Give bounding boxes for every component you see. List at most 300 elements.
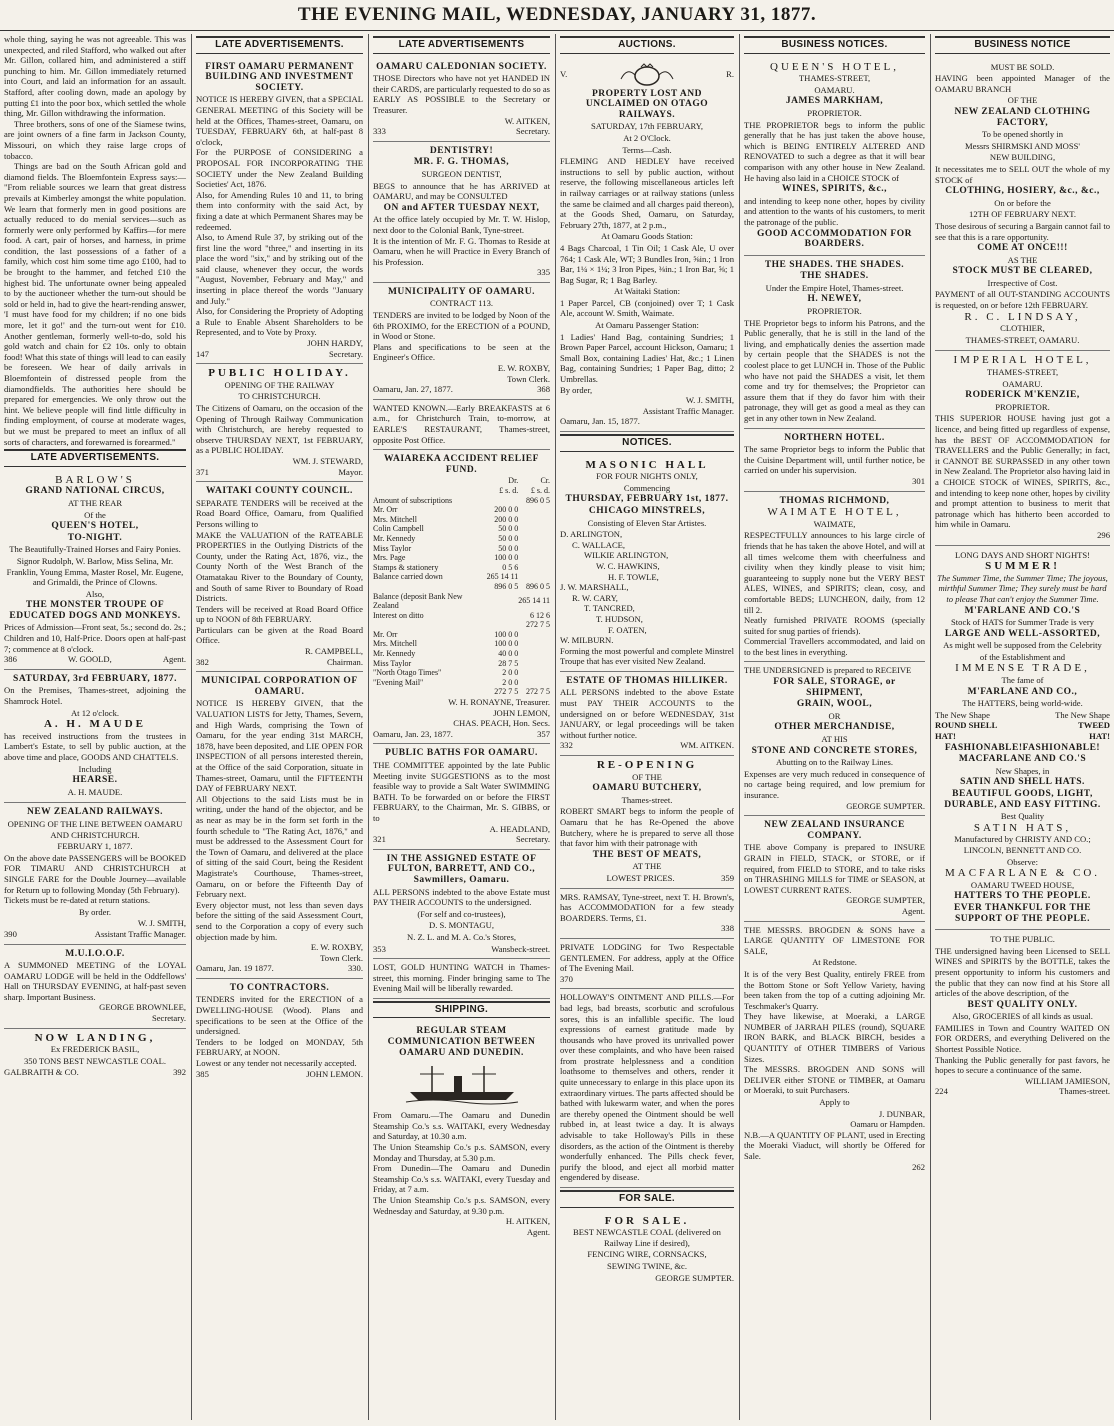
ad-title: SUMMER! <box>985 560 1060 573</box>
lost-watch-ad <box>373 959 550 999</box>
ad-text: The Union Steamship Co.'s p.s. SAMSON, every Wednesday and Saturday, at 9.30 p.m. <box>373 1195 550 1216</box>
ad-text: ALL PERSONS indebted to the above Estate must PAY THEIR ACCOUNTS to the undersigned on or before WEDNESDAY, 31st JANUARY, or legal proceedings will be taken without further notice. <box>560 687 734 740</box>
ad-signature: GEORGE SUMPTER. <box>655 1272 734 1283</box>
estate-ad <box>373 850 550 959</box>
ad-text: The Union Steamship Co.'s p.s. SAMSON, every Monday and Thursday, at 5.30 p.m. <box>373 1142 550 1163</box>
artist-name: W. C. HAWKINS, <box>596 560 660 571</box>
ad-text: It is the intention of Mr. F. G. Thomas to Reside at Oamaru, when he will Practice in Every Branch of his Profession. <box>373 235 550 267</box>
ad-line: 12TH OF FEBRUARY NEXT. <box>969 209 1076 220</box>
ad-line: THURSDAY, FEBRUARY 1st, 1877. <box>565 494 729 505</box>
ad-number: 359 <box>721 872 734 883</box>
ad-signature: JOHN LEMON, <box>493 707 550 718</box>
fund-dr-cell <box>487 496 519 506</box>
ad-line: HEARSE. <box>72 775 118 786</box>
ad-title: FIRST OAMARU PERMANENT BUILDING AND INVESTMENT SOCIETY. <box>205 61 354 93</box>
artist-name: H. F. TOWLE, <box>608 571 659 582</box>
section-header: LATE ADVERTISEMENTS. <box>4 449 186 467</box>
fund-dr-cell: 28 7 5 <box>498 658 519 668</box>
ad-line: As might well be supposed from the Celebrity <box>943 640 1102 651</box>
ad-title: SATURDAY, 3rd FEBRUARY, 1877. <box>13 673 177 684</box>
fund-label-cell: Interest on ditto <box>373 610 424 620</box>
ad-line: TO-NIGHT. <box>67 532 123 543</box>
ad-line: OPENING OF THE LINE BETWEEN OAMARU AND CHRISTCHURCH. <box>7 818 183 840</box>
ad-line: Including <box>78 763 112 774</box>
artist-list <box>560 529 734 646</box>
ad-signature: R. C. LINDSAY, <box>964 310 1081 323</box>
ad-line: H. NEWEY, <box>807 294 862 305</box>
ad-line: SEWING TWINE, &c. <box>606 1260 688 1271</box>
hats-ad <box>935 546 1110 931</box>
fund-row <box>373 630 550 640</box>
fund-cr-cell <box>518 572 550 582</box>
ad-line: At 2 O'Clock. <box>623 132 671 143</box>
ad-text: Tenders to be lodged on MONDAY, 5th FEBRUARY, at NOON. <box>196 1036 363 1058</box>
ad-line: QUEEN'S HOTEL, <box>51 521 139 532</box>
ad-text: THE undersigned having been Licensed to SELL WINES and SPIRITS by the BOTTLE, takes the present opportunity to inform his customers and the public that they can now find at his Store all articles of the above description, of the <box>935 945 1110 999</box>
ad-signature: W. GOOLD, <box>67 654 112 665</box>
ad-line: HATTERS TO THE PEOPLE. <box>954 891 1091 902</box>
fund-cr-cell: 6 12 6 <box>530 610 550 620</box>
ad-signature: GALBRAITH & CO. <box>4 1067 79 1078</box>
railway-ad <box>4 803 186 944</box>
ad-line: STOCK MUST BE CLEARED, <box>952 266 1093 277</box>
fund-cr-cell <box>518 563 550 573</box>
ad-line: MACFARLANE AND CO.'S <box>958 754 1087 765</box>
insurance-ad <box>744 816 925 921</box>
ad-title: TO THE PUBLIC. <box>990 934 1055 945</box>
fund-row <box>373 678 550 688</box>
ad-number: 321 <box>373 834 386 845</box>
ad-line: Oamaru or Hampden. <box>850 1119 925 1130</box>
ad-text: N.B.—A QUANTITY OF PLANT, used in Erecting the Moeraki Viaduct, will shortly be Offered for Sale. <box>744 1129 925 1161</box>
ad-text: It is of the very Best Quality, entirely FREE from the Bottom Stone or Soft Yellow Variety, having been taken from the top of a cutting adjoining Mr. Teschmaker's Quarry. <box>744 968 925 1011</box>
section-header: LATE ADVERTISEMENTS. <box>196 36 363 54</box>
ad-line: Also, <box>85 588 105 599</box>
artist-name: R. W. CARY, <box>572 592 618 603</box>
ad-line: IMMENSE TRADE, <box>955 662 1090 675</box>
ad-line: GRAIN, WOOL, <box>796 699 873 710</box>
waimate-hotel-ad <box>744 492 925 663</box>
section-header: AUCTIONS. <box>560 36 734 54</box>
ad-line: Also, GROCERIES of all kinds as usual. <box>952 1011 1093 1022</box>
ad-line: AS THE <box>1007 254 1038 265</box>
ad-line: CONTRACT 113. <box>429 298 494 309</box>
baths-ad <box>373 744 550 849</box>
fund-cr-cell <box>518 678 550 688</box>
ad-line: ON and AFTER TUESDAY NEXT, <box>383 202 540 213</box>
ad-text: Tickets must be re-dated at return stations. <box>4 895 150 906</box>
fund-cr-cell <box>518 649 550 659</box>
ad-title: OAMARU CALEDONIAN SOCIETY. <box>376 61 547 72</box>
ad-line: EVER THANKFUL FOR THE SUPPORT OF THE PEOPLE. <box>953 902 1092 924</box>
ad-line: N. Z. L. and M. A. Co.'s Stores, <box>407 931 516 942</box>
ad-text: Particulars can be given at the Road Board Office. <box>196 624 363 646</box>
ad-line: M'FARLANE AND CO., <box>967 686 1078 697</box>
pound-tender-ad <box>373 283 550 400</box>
ad-role: PROPRIETOR. <box>807 107 862 118</box>
section-header: FOR SALE. <box>560 1190 734 1208</box>
fund-cr-cell <box>518 534 550 544</box>
ad-line: THAMES-STREET, <box>798 73 871 84</box>
ad-text: Also, to Amend Rule 37, by striking out of the first line the word "three," and inserting in its place the word "six," and by striking out of the said clause, whenever they occur, the words "August, November, February and May," and inserting in place thereof the words "January and July." <box>196 232 363 306</box>
fund-row <box>373 687 550 697</box>
ad-title: IMPERIAL HOTEL, <box>953 354 1092 367</box>
ad-verse: The Summer Time, the Summer Time; The joyous, mirthful Summer Time; They surely must be hard to please That can't enjoy the Summer Time. <box>937 572 1108 604</box>
ad-line: OF THE <box>1007 95 1038 106</box>
stores-ad <box>744 662 925 816</box>
ad-text: TENDERS invited for the ERECTION of a DWELLING-HOUSE (Wood). Plans and specifications to be seen at the Office of the undersigned. <box>196 994 363 1037</box>
ad-signature: W. H. RONAYNE, Treasurer. <box>448 697 550 708</box>
ad-title: THE SHADES. <box>800 271 869 282</box>
ad-line: Wansbeck-street. <box>491 943 550 954</box>
ad-line: FASHIONABLE!FASHIONABLE! <box>944 742 1101 753</box>
ad-title: ESTATE OF THOMAS HILLIKER. <box>566 675 728 686</box>
ad-line: WAIMATE, <box>813 518 856 529</box>
fund-dr-cell: 896 0 5 <box>494 581 519 591</box>
royal-crest-icon <box>617 63 677 87</box>
fund-label-cell: Stamps & stationery <box>373 562 439 572</box>
ad-line: FOR FOUR NIGHTS ONLY, <box>596 471 698 482</box>
artist-name: W. MILBURN. <box>560 635 614 646</box>
ad-role: Assistant Traffic Manager. <box>642 405 734 416</box>
ad-line: FEBRUARY 1, 1877. <box>57 841 133 852</box>
butchery-ad <box>560 756 734 889</box>
ad-text: Lowest or any tender not necessarily accepted. <box>196 1058 357 1069</box>
ad-line: SURGEON DENTIST, <box>421 168 502 179</box>
fund-dr-cell: 0 5 6 <box>502 562 519 572</box>
ad-signature: GEORGE BROWNLEE, <box>99 1002 186 1013</box>
ad-line: Apply to <box>819 1097 850 1108</box>
fund-cr-header: Cr. <box>540 476 550 486</box>
ad-text: Commercial Travellers accommodated, and laid on to the best lines in everything. <box>744 636 925 657</box>
shipping-ad <box>373 1022 550 1241</box>
artist-name: J. W. MARSHALL, <box>560 582 629 593</box>
ad-signature: A. H. MAUDE. <box>67 786 123 797</box>
fund-row <box>373 582 550 592</box>
fund-row <box>373 659 550 669</box>
fund-label-cell: Mrs. Page <box>373 553 406 563</box>
ad-line: AT THE <box>632 861 662 872</box>
fund-label-cell: Miss Taylor <box>373 543 412 553</box>
ad-text: Also, for Considering the Propriety of Adopting a Rule to Enable Absent Shareholders to be Represented, and to Vote by Proxy. <box>196 306 363 338</box>
fund-cr-cell <box>518 659 550 669</box>
artist-name: D. ARLINGTON, <box>560 529 623 540</box>
ad-text: Forming the most powerful and complete Minstrel Troupe that has ever visited New Zealand. <box>560 645 734 667</box>
ad-line: FENCING WIRE, CORNSACKS, <box>587 1249 707 1260</box>
ad-role: Chairman. <box>326 656 363 667</box>
queens-hotel-ad <box>744 58 925 256</box>
ad-text: 1 Ladies' Hand Bag, containing Sundries; 1 Brown Paper Parcel, account Hickson, Oamaru; 1 Small Box, containing Ladies' Hat, &c.; 1 Linen Bag, containing Sundries; 1 Paper Bag, ditto; 2 Umbrellas. <box>560 331 734 385</box>
ad-signature: GEORGE SUMPTER, <box>846 895 925 906</box>
fund-label-cell: Colin Campbell <box>373 524 424 534</box>
ad-line: The New Shape <box>935 709 990 720</box>
ad-text: THE COMMITTEE appointed by the late Public Meeting invite SUGGESTIONS as to the most feasible way to provide a Salt Water SWIMMING BATH. To be forwarded on or before the FIRST FEBRUARY, to the Chairman, Mr. S. GIBBS, or to <box>373 760 550 823</box>
ad-signature: W. J. SMITH, <box>685 395 734 406</box>
ad-line: BEST QUALITY ONLY. <box>967 999 1078 1010</box>
column-5 <box>739 34 929 1420</box>
fund-dr-cell: 2 0 0 <box>502 668 519 678</box>
ad-number: 368 <box>537 384 550 395</box>
fund-dr-cell: 50 0 0 <box>498 543 519 553</box>
fund-label-cell: Amount of subscriptions <box>373 495 453 505</box>
ad-title: PUBLIC HOLIDAY. <box>208 367 351 380</box>
fund-cr-cell: 896 0 5 <box>526 495 550 505</box>
steamship-icon <box>402 1062 522 1106</box>
ad-signature: WM. AITKEN. <box>680 740 734 751</box>
section-header: BUSINESS NOTICES. <box>744 36 925 54</box>
lodge-ad <box>4 945 186 1029</box>
ad-number: 382 <box>196 656 209 667</box>
ad-signature: E. W. ROXBY, <box>310 942 363 953</box>
ad-line: COME AT ONCE!!! <box>977 243 1068 254</box>
ad-signature: JOHN LEMON. <box>306 1068 363 1079</box>
ad-text: Expenses are very much reduced in consequence of no cartage being required, and low premium for insurance. <box>744 768 925 800</box>
fund-row <box>373 515 550 525</box>
ad-line: LONG DAYS AND SHORT NIGHTS! <box>954 549 1091 560</box>
ad-text: HOLLOWAY'S OINTMENT AND PILLS.—For bad legs, bad breasts, scorbutic and scrofulous sores, this is an infallible specific. The loud expressions of earnest gratitude made by thousands who have proved its unrivalled power over these complaints, and who have been raised from prostrate helplessness and a condition loathsome to themselves and others, render it quite unnecessary to enlarge in this place upon its extraordinary virtues. The parts affected should be bathed with lukewarm water, and when the pores are thereby opened the Ointment should be well rubbed in, at least twice a day. It is always advisable to take Holloway's Pills in these disorders, as the action of the Ointment is thereby wonderfully enhanced. The Pills check fever, purify the blood, and eject all morbid matter engendered by disease. <box>560 992 734 1183</box>
ad-line: SATIN AND SHELL HATS. <box>960 777 1085 788</box>
fund-row <box>373 668 550 678</box>
fund-label-cell: Mr. Kennedy <box>373 649 416 659</box>
fund-label-cell: Miss Taylor <box>373 658 412 668</box>
ad-signature: JOHN HARDY, <box>307 338 363 349</box>
ad-title: M'FARLANE AND CO.'S <box>964 605 1081 616</box>
ad-title: MUNICIPALITY OF OAMARU. <box>387 286 536 297</box>
ad-title: PUBLIC BATHS FOR OAMARU. <box>385 748 538 759</box>
ad-line: 350 TONS BEST NEWCASTLE COAL. <box>23 1055 167 1066</box>
fund-cr-cell <box>518 524 550 534</box>
ad-line: OTHER MERCHANDISE, <box>774 722 895 733</box>
fund-units: £ s. d. <box>530 485 550 495</box>
ad-date: Oamaru, Jan. 27, 1877. <box>373 384 453 395</box>
ad-text: Neatly furnished PRIVATE ROOMS (specially suited for snug parties of friends). <box>744 615 925 636</box>
fund-dr-cell: 100 0 0 <box>494 629 519 639</box>
ad-text: The Citizens of Oamaru, on the occasion of the Opening of Through Railway Communication with Christchurch, are hereby requested to observe THURSDAY NEXT, 1st FEBRUARY, as a PUBLIC HOLIDAY. <box>196 403 363 456</box>
fund-cr-cell: 896 0 5 <box>526 581 550 591</box>
ad-title: NEW ZEALAND INSURANCE COMPANY. <box>764 820 905 841</box>
shades-ad <box>744 256 925 429</box>
ad-title: REGULAR STEAM COMMUNICATION BETWEEN OAMARU AND DUNEDIN. <box>387 1026 536 1058</box>
ad-text: SEPARATE TENDERS will be received at the Road Board Office, Oamaru, from Qualified Persons willing to <box>196 497 363 529</box>
ad-line: Stock of HATS for Summer Trade is very <box>951 617 1094 628</box>
ad-title: QUEEN'S HOTEL, <box>770 60 899 73</box>
boarders-ad <box>560 889 734 939</box>
ad-number: 330. <box>347 963 363 974</box>
ad-text: It necessitates me to SELL OUT the whole of my STOCK of <box>935 163 1110 185</box>
fund-dr-cell: 200 0 0 <box>494 505 519 515</box>
ad-role: Town Clerk. <box>507 373 550 384</box>
ad-line: MACFARLANE & CO. <box>944 867 1101 880</box>
municipal-corporation-ad <box>196 672 363 979</box>
fund-row <box>373 563 550 573</box>
ad-line: RODERICK M'KENZIE, <box>965 390 1080 401</box>
column-3 <box>368 34 554 1420</box>
ad-signature: WILLIAM JAMIESON, <box>1025 1075 1110 1086</box>
fund-label-cell: "North Otago Times" <box>373 668 442 678</box>
ad-signature: R. CAMPBELL, <box>304 646 363 657</box>
fund-dr-header: Dr. <box>508 476 519 486</box>
ad-line: By order, <box>560 384 593 395</box>
ad-line: TWEED <box>1078 720 1110 731</box>
fund-dr-cell <box>487 611 519 621</box>
contractors-ad <box>196 979 363 1083</box>
ad-text: RESPECTFULLY announces to his large circle of friends that he has taken the above Hotel, and will at all times welcome them with cheerfulness and civility when they kindly please to visit him; guaranteeing to supply none but the VERY BEST ALES, WINES, and SPIRITS; clean, cosy, and comfortable BEDS; LUNCHEON, daily, from 12 till 2. <box>744 530 925 615</box>
ad-number: 338 <box>721 923 734 934</box>
ad-text: MRS. RAMSAY, Tyne-street, next T. H. Brown's, has ACCOMMODATION for a few steady BOARDERS. Terms, £1. <box>560 891 734 923</box>
ad-line: THOMAS RICHMOND, <box>779 495 890 506</box>
ad-text: Every objector must, not less than seven days before the sitting of the said Assessment Court, send to the Corporation a copy of every such objection made by him. <box>196 899 363 942</box>
ad-line: On or before the <box>994 197 1051 208</box>
fund-label-cell: Mr. Orr <box>373 505 398 515</box>
ad-number: 332 <box>560 740 573 751</box>
ad-line: THAMES-STREET, <box>986 367 1059 378</box>
ad-title: IN THE ASSIGNED ESTATE OF FULTON, BARRETT, AND CO., Sawmillers, Oamaru. <box>386 853 537 885</box>
fund-row <box>373 572 550 582</box>
fund-cr-cell <box>518 553 550 563</box>
fund-dr-cell: 272 7 5 <box>494 687 519 697</box>
ad-line: AT HIS <box>821 734 848 745</box>
ad-title: PROPERTY LOST AND UNCLAIMED ON OTAGO RAILWAYS. <box>585 88 709 120</box>
fund-label-cell <box>373 620 487 630</box>
fund-label-cell: Mr. Orr <box>373 629 398 639</box>
ad-text: THE UNDERSIGNED is prepared to RECEIVE <box>744 665 912 676</box>
ad-title: WAIMATE HOTEL, <box>767 506 902 519</box>
ad-text: THE PROPRIETOR begs to inform the public generally that he has just taken the above house, which is BEING ENTIRELY ALTERED AND RENOVATED to such a degree as that it will bear comparison with any other house in New Zealand. He having also laid in a CHOICE STOCK of <box>744 119 925 183</box>
ad-line: JAMES MARKHAM, <box>785 96 884 107</box>
ad-text: They have likewise, at Moeraki, a LARGE NUMBER of JARRAH PILES (round), SQUARE IRON BARK, and BLACK BIRCH, besides a QUANTITY of OTHER TIMBERS of Various Sizes. <box>744 1011 925 1064</box>
ad-role: Hon. Secs. <box>513 718 550 729</box>
ad-text: Tenders will be received at Road Board Office up to NOON of 8th FEBRUARY. <box>196 603 363 625</box>
ad-title: DENTISTRY! <box>429 145 494 156</box>
ad-role: Agent. <box>901 905 925 916</box>
ad-title: NEW ZEALAND RAILWAYS. <box>26 807 164 818</box>
column-2 <box>191 34 367 1420</box>
ad-text: NOTICE IS HEREBY GIVEN, that a SPECIAL GENERAL MEETING of this Society will be held at the Offices, Thames-street, Oamaru, on TUESDAY, FEBRUARY 6th, at half-past 8 o'clock, <box>196 94 363 147</box>
ad-text: PAYMENT of all OUT-STANDING ACCOUNTS is requested, on or before 12th FEBRUARY. <box>935 289 1110 311</box>
ad-number: 224 <box>935 1086 948 1097</box>
ad-line: OAMARU. <box>1002 378 1043 389</box>
ad-line: Terms—Cash. <box>622 144 672 155</box>
ad-line: FOR SALE, STORAGE, or SHIPMENT, <box>773 677 896 698</box>
ad-text: Prices of Admission—Front seat, 5s.; second do. 2s.; Children and 10, Half-Price. Doors open at half-past 7; commence at 8 o'clock. <box>4 622 186 654</box>
ad-line: At Waitaki Station: <box>614 286 680 297</box>
ad-line: OPENING OF THE RAILWAY <box>224 379 335 390</box>
ad-text: Thanking the Public generally for past favors, he hopes to secure a continuance of the same. <box>935 1054 1110 1076</box>
news-paragraph: whole thing, saying he was not agreeable. This was unexpected, and riled Stafford, who walked out after Mr. Gillon, collared him, and administered a stiff punching to him. Mr. Gillon immediately returned into Court, and laid an information for an assault. Stafford, after cooling down, made an apology by putting £1 into the poor box, which settled the whole thing, Mr. Gillon withdrawing the information. <box>4 34 186 119</box>
ad-role: Agent. <box>162 654 186 665</box>
fund-row <box>373 553 550 563</box>
artist-name: T. HUDSON, <box>596 613 643 624</box>
ad-role: CLOTHIER, <box>1000 323 1045 334</box>
ad-text: THOSE Directors who have not yet HANDED IN their CARDS, are particularly requested to do so as EARLY AS POSSIBLE to the Secretary or Treasurer. <box>373 73 550 115</box>
ad-line: Consisting of Eleven Star Artistes. <box>587 517 707 528</box>
ad-line: Of the <box>84 509 106 520</box>
ad-text: MAKE the VALUATION of the RATEABLE PROPERTIES in the Outlying Districts of the County, under the Rating Act, 1876, viz., the County North of the West Branch of the Otamatakau River to the Boundary of County, and South of same River to Boundary of Road Districts. <box>196 529 363 604</box>
ad-text: ALL PERSONS indebted to the above Estate must PAY THEIR ACCOUNTS to the undersigned. <box>373 886 550 908</box>
ad-text: On the Premises, Thames-street, adjoining the Shamrock Hotel. <box>4 685 186 707</box>
ad-line: THE MONSTER TROUPE OF EDUCATED DOGS AND MONKEYS. <box>9 600 181 621</box>
ad-role: Secretary. <box>151 1013 186 1024</box>
ad-text: THIS SUPERIOR HOUSE having just got a licence, and being fitted up regardless of expense, has the BEST OF ACCOMMODATION for TRAVELLERS and the Public Generally; in fact, it CANNOT BE SURPASSED in any other town in New Zealand. The Proprietor also having laid in a CHOICE STOCK of WINES, SPIRITS, &c., and intending to keep none other, hopes by civility and prompt attention to business to merit that patronage which has hitherto been accorded to him while in Oamaru. <box>935 413 1110 530</box>
ad-number: 301 <box>912 475 925 486</box>
ad-text: For the PURPOSE of CONSIDERING a PROPOSAL FOR INCORPORATING THE SOCIETY under the New Zealand Building Societies' Act, 1876. <box>196 147 363 190</box>
ad-line: HAT! <box>1089 731 1110 742</box>
column-4 <box>555 34 738 1420</box>
ad-date: Oamaru, Jan. 23, 1877. <box>373 728 453 739</box>
section-header: LATE ADVERTISEMENTS <box>373 36 550 54</box>
ad-signature: CHAS. PEACH, <box>453 718 511 729</box>
ad-title: WAIAREKA ACCIDENT RELIEF FUND. <box>384 454 539 475</box>
fund-row <box>373 496 550 506</box>
ad-line: Observe: <box>1006 856 1039 867</box>
ad-text: All Objections to the said Lists must be in writing, under the hand of the objector, and be as near as may be in the form set forth in the fourth schedule to "The Rating Act, 1876," and must be addressed to the Assessment Court for the Town of Oamaru, and delivered at the place of sitting of the said Court, being the Resident Magistrate's Courthouse, Thames-street, Oamaru, on or before the Fifteenth Day of February next. <box>196 793 363 900</box>
ad-line: R. <box>726 69 734 80</box>
ad-line: CHICAGO MINSTRELS, <box>588 505 706 516</box>
ad-role: Mayor. <box>338 466 363 477</box>
ad-text: FAMILIES in Town and Country WAITED ON FOR ORDERS, and everything Delivered on the Shortest Possible Notice. <box>935 1022 1110 1055</box>
ad-title: GRAND NATIONAL CIRCUS, <box>25 486 165 497</box>
ad-line: NEW BUILDING, <box>989 152 1056 163</box>
ad-text: Also, for Amending Rules 10 and 11, to bring them into conformity with the said Act, by fixing a date at which Permanent Shares may be redeemed. <box>196 189 363 232</box>
ad-line: New Shapes, in <box>995 765 1050 776</box>
fund-cr-cell <box>518 505 550 515</box>
ad-title: MUST BE SOLD. <box>990 61 1055 72</box>
ad-line: Irrespective of Cost. <box>987 277 1058 288</box>
ad-line: TO CHRISTCHURCH. <box>238 391 321 402</box>
ad-role: Secretary. <box>515 834 550 845</box>
fund-row <box>373 592 550 611</box>
ad-text: LOST, GOLD HUNTING WATCH in Thames-street, this morning. Finder bringing same to The Evening Mail will be liberally rewarded. <box>373 962 550 994</box>
clothing-factory-ad <box>935 58 1110 352</box>
fund-dr-cell: 100 0 0 <box>494 639 519 649</box>
ad-title: M.U.I.O.O.F. <box>65 948 125 959</box>
fund-table <box>373 476 550 697</box>
ad-line: BEST NEWCASTLE COAL (delivered on Railway Line if desired), <box>573 1227 721 1248</box>
ad-number: 296 <box>1097 529 1110 540</box>
ad-line: of the Establishment and <box>979 651 1066 662</box>
ad-text: From Dunedin—The Oamaru and Dunedin Steamship Co.'s s.s. WAITAKI, every Tuesday and Friday, at 7 a.m. <box>373 1163 550 1195</box>
ad-line: (For self and co-trustees), <box>417 908 506 919</box>
ad-signature: E. W. ROXBY, <box>497 363 550 374</box>
relief-fund-ad <box>373 450 550 744</box>
ad-date: Oamaru, Jan. 19 1877. <box>196 963 274 974</box>
fund-label-cell <box>373 582 487 592</box>
ad-title: MASONIC HALL <box>585 458 709 471</box>
fund-dr-cell: 50 0 0 <box>498 524 519 534</box>
fund-cr-cell <box>518 515 550 525</box>
fund-dr-cell: 50 0 0 <box>498 533 519 543</box>
fund-label-cell <box>373 687 487 697</box>
artist-name: WILKIE ARLINGTON, <box>584 550 669 561</box>
ad-line: Ex FREDERICK BASIL, <box>50 1044 140 1055</box>
ad-line: The New Shape <box>1055 709 1110 720</box>
northern-hotel-ad <box>744 429 925 492</box>
ad-line: Signor Rudolph, W. Barlow, Miss Selina, Mr. Franklin, Young Emma, Master Rosel, Mr. Eugene, and Grimaldi, the Prince of Clowns. <box>6 555 184 588</box>
for-sale-ad <box>560 1212 734 1288</box>
ad-text: THE Proprietor begs to inform his Patrons, and the Public generally, that he is still in the land of the living, and emphatically denies the assertion made by certain people that the SHADES is not the coolest place to get LUNCH in. Those of the Public who have not paid the SHADES a visit, let them come and try for themselves; the Proprietor can assure them that if they do favor him with their patronage, they will get as good a meal as they can get in any other town in New Zealand. <box>744 317 925 423</box>
masthead: THE EVENING MAIL, WEDNESDAY, JANUARY 31, 1877. <box>0 0 1114 31</box>
ad-line: OF THE <box>632 771 662 782</box>
ad-title: WAITAKI COUNTY COUNCIL. <box>206 486 353 497</box>
ad-role: Secretary. <box>328 348 363 359</box>
ad-number: 262 <box>912 1161 925 1172</box>
news-paragraph: Things are bad on the South African gold and diamond fields. The Bloemfontein Express says:— "From reliable sources we learn that great distress prevails at Kimberley amongst the white population. We learn that formerly men in good positions are actually reduced to do menial services—such as formerly were only performed by Kaffirs—for mere food. A cart, pair of horses, and harness, in prime condition, the last possessions of a father of a family, which cost him some time ago £100, had to be brought to the hammer, and fetched £10 the highest bid. The unfortunate owner being appealed to by the auctioneer whether the turn-out should be sold or held in, had to give the heart-rending answer, 'I must have food for my children; if no one bids more, let it go!' and the turn-out went for £10. Another gentleman, formerly well-to-do, sold his gold watch and chain for £2 10s. only to obtain food! What this state of things will lead to can easily be foreseen. We hear of daily arrivals in Bloemfontein of distressed people from the diamondfields. The authorities here should be prepared for emergencies. We only throw out the hint. We believe people will find little difficulty in finding employment, of course at moderate wages, but we must be prepared to meet an influx of all sorts of characters, and forewarned is forearmed." <box>4 161 186 447</box>
section-header: SHIPPING. <box>373 1001 550 1019</box>
ad-text: Those desirous of securing a Bargain cannot fail to see that this is a rare opportunity. <box>935 220 1111 242</box>
ad-signature: D. S. MONTAGU, <box>429 920 494 931</box>
ad-line: At Oamaru Goods Station: <box>601 231 693 242</box>
ad-line: Messrs SHIRMSKI AND MOSS' <box>965 140 1080 151</box>
